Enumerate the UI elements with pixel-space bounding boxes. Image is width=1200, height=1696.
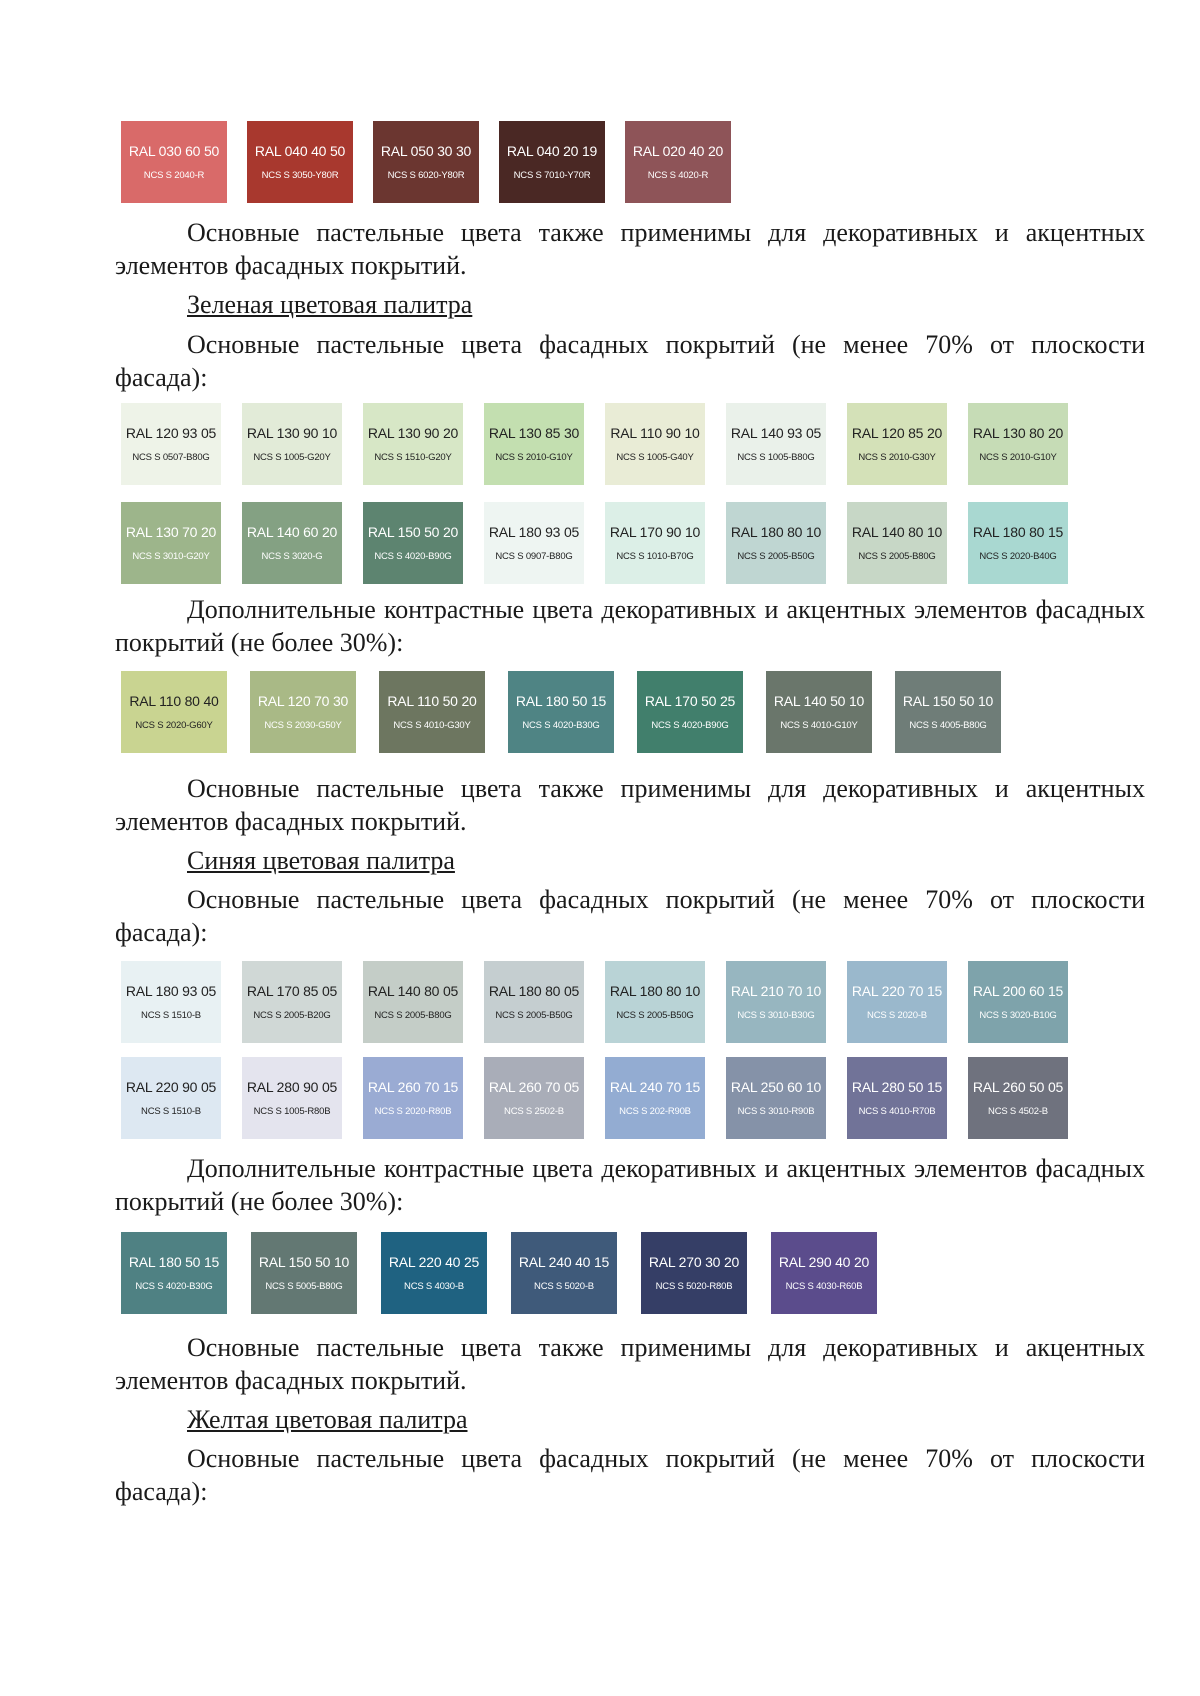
swatch-ral-code: RAL 220 90 05 bbox=[125, 1078, 217, 1095]
swatch-ncs-code: NCS S 4502-B bbox=[988, 1105, 1048, 1117]
swatch-ral-code: RAL 180 93 05 bbox=[488, 523, 580, 540]
swatch-ncs-code: NCS S 7010-Y70R bbox=[513, 169, 591, 181]
swatch-ral-code: RAL 170 50 25 bbox=[644, 692, 736, 709]
color-swatch bbox=[726, 502, 826, 584]
swatch-ncs-code: NCS S 4010-G10Y bbox=[780, 719, 858, 731]
swatch-ncs-code: NCS S 4020-R bbox=[647, 169, 709, 181]
swatch-ncs-code: NCS S 2005-B80G bbox=[374, 1009, 452, 1021]
swatch-ncs-code: NCS S 3020-G bbox=[261, 550, 323, 562]
color-swatch bbox=[242, 403, 342, 485]
color-swatch bbox=[121, 121, 227, 203]
swatch-ncs-code: NCS S 2020-R80B bbox=[374, 1105, 452, 1117]
color-swatch bbox=[363, 1057, 463, 1139]
swatch-ncs-code: NCS S 4010-R70B bbox=[858, 1105, 936, 1117]
swatch-ral-code: RAL 260 70 15 bbox=[367, 1078, 459, 1095]
yellow-main-intro: Основные пастельные цвета фасадных покрытий (не менее 70% от плоскости фасада): bbox=[115, 1444, 1145, 1506]
swatch-ncs-code: NCS S 3020-B10G bbox=[979, 1009, 1057, 1021]
swatch-ral-code: RAL 210 70 10 bbox=[730, 982, 822, 999]
swatch-ral-code: RAL 110 90 10 bbox=[610, 424, 700, 441]
swatch-ncs-code: NCS S 1005-G20Y bbox=[253, 451, 331, 463]
color-swatch bbox=[726, 1057, 826, 1139]
color-swatch bbox=[242, 961, 342, 1043]
color-swatch bbox=[605, 502, 705, 584]
swatch-ncs-code: NCS S 1510-B bbox=[141, 1105, 201, 1117]
swatch-ral-code: RAL 120 85 20 bbox=[851, 424, 943, 441]
swatch-ncs-code: NCS S 4020-B90G bbox=[374, 550, 452, 562]
swatch-ral-code: RAL 240 70 15 bbox=[609, 1078, 701, 1095]
color-swatch bbox=[381, 1232, 487, 1314]
swatch-ncs-code: NCS S 2005-B80G bbox=[858, 550, 936, 562]
color-swatch bbox=[121, 502, 221, 584]
swatch-ral-code: RAL 290 40 20 bbox=[778, 1253, 870, 1270]
swatch-ncs-code: NCS S 5020-R80B bbox=[655, 1280, 733, 1292]
swatch-ral-code: RAL 260 50 05 bbox=[972, 1078, 1064, 1095]
color-swatch bbox=[726, 961, 826, 1043]
swatch-ncs-code: NCS S 0507-B80G bbox=[132, 451, 210, 463]
swatch-ral-code: RAL 130 90 10 bbox=[246, 424, 338, 441]
swatch-ncs-code: NCS S 5020-B bbox=[534, 1280, 594, 1292]
color-swatch bbox=[247, 121, 353, 203]
color-swatch bbox=[771, 1232, 877, 1314]
swatch-ncs-code: NCS S 2005-B20G bbox=[253, 1009, 331, 1021]
swatch-ncs-code: NCS S 2040-R bbox=[143, 169, 205, 181]
color-swatch bbox=[847, 403, 947, 485]
swatch-ral-code: RAL 250 60 10 bbox=[730, 1078, 822, 1095]
color-swatch bbox=[363, 403, 463, 485]
swatch-ral-code: RAL 180 50 15 bbox=[515, 692, 607, 709]
color-swatch bbox=[726, 403, 826, 485]
swatch-ral-code: RAL 130 70 20 bbox=[125, 523, 217, 540]
swatch-ncs-code: NCS S 2020-B40G bbox=[979, 550, 1057, 562]
color-swatch bbox=[242, 1057, 342, 1139]
swatch-ral-code: RAL 150 50 20 bbox=[367, 523, 459, 540]
color-swatch bbox=[968, 961, 1068, 1043]
swatch-ncs-code: NCS S 2020-G60Y bbox=[135, 719, 213, 731]
swatch-ncs-code: NCS S 202-R90B bbox=[619, 1105, 691, 1117]
color-swatch bbox=[363, 502, 463, 584]
swatch-ncs-code: NCS S 3010-B30G bbox=[737, 1009, 815, 1021]
swatch-ral-code: RAL 110 50 20 bbox=[387, 692, 477, 709]
swatch-ncs-code: NCS S 1005-B80G bbox=[737, 451, 815, 463]
swatch-ral-code: RAL 240 40 15 bbox=[518, 1253, 610, 1270]
swatch-ncs-code: NCS S 0907-B80G bbox=[495, 550, 573, 562]
swatch-ral-code: RAL 260 70 05 bbox=[488, 1078, 580, 1095]
swatch-ncs-code: NCS S 2010-G10Y bbox=[495, 451, 573, 463]
color-swatch bbox=[121, 403, 221, 485]
swatch-ral-code: RAL 280 90 05 bbox=[246, 1078, 338, 1095]
swatch-ncs-code: NCS S 2030-G50Y bbox=[264, 719, 342, 731]
swatch-ncs-code: NCS S 2010-G10Y bbox=[979, 451, 1057, 463]
swatch-ncs-code: NCS S 3010-G20Y bbox=[132, 550, 210, 562]
swatch-ral-code: RAL 180 80 10 bbox=[730, 523, 822, 540]
color-swatch bbox=[484, 961, 584, 1043]
swatch-ral-code: RAL 140 80 05 bbox=[367, 982, 459, 999]
swatch-ncs-code: NCS S 4020-B90G bbox=[651, 719, 729, 731]
color-swatch bbox=[242, 502, 342, 584]
swatch-ncs-code: NCS S 4020-B30G bbox=[522, 719, 600, 731]
swatch-ral-code: RAL 180 50 15 bbox=[128, 1253, 220, 1270]
swatch-ral-code: RAL 120 70 30 bbox=[257, 692, 349, 709]
color-swatch bbox=[895, 671, 1001, 753]
color-swatch bbox=[968, 1057, 1068, 1139]
swatch-ncs-code: NCS S 1005-R80B bbox=[253, 1105, 331, 1117]
color-swatch bbox=[847, 961, 947, 1043]
blue-palette-heading: Синяя цветовая палитра bbox=[187, 846, 455, 875]
color-swatch bbox=[605, 961, 705, 1043]
color-swatch bbox=[511, 1232, 617, 1314]
color-swatch bbox=[641, 1232, 747, 1314]
swatch-ncs-code: NCS S 4030-R60B bbox=[785, 1280, 863, 1292]
swatch-ral-code: RAL 180 80 10 bbox=[609, 982, 701, 999]
swatch-ral-code: RAL 180 93 05 bbox=[125, 982, 217, 999]
swatch-ncs-code: NCS S 1510-G20Y bbox=[374, 451, 452, 463]
swatch-ncs-code: NCS S 5005-B80G bbox=[265, 1280, 343, 1292]
swatch-ral-code: RAL 150 50 10 bbox=[902, 692, 994, 709]
swatch-ncs-code: NCS S 1010-B70G bbox=[616, 550, 694, 562]
color-swatch bbox=[847, 502, 947, 584]
swatch-ral-code: RAL 140 80 10 bbox=[851, 523, 943, 540]
swatch-ncs-code: NCS S 2005-B50G bbox=[737, 550, 815, 562]
swatch-ral-code: RAL 110 80 40 bbox=[129, 692, 219, 709]
swatch-ral-code: RAL 130 85 30 bbox=[488, 424, 580, 441]
swatch-ncs-code: NCS S 6020-Y80R bbox=[387, 169, 465, 181]
color-swatch bbox=[605, 1057, 705, 1139]
swatch-ral-code: RAL 180 80 15 bbox=[972, 523, 1064, 540]
color-swatch bbox=[968, 403, 1068, 485]
swatch-ral-code: RAL 140 93 05 bbox=[730, 424, 822, 441]
swatch-ncs-code: NCS S 2005-B50G bbox=[495, 1009, 573, 1021]
color-swatch bbox=[121, 1232, 227, 1314]
color-swatch bbox=[484, 403, 584, 485]
swatch-ral-code: RAL 220 40 25 bbox=[388, 1253, 480, 1270]
green-pastel-note: Основные пастельные цвета также применимы для декоративных и акцентных элементов фасадных покрытий. bbox=[115, 774, 1145, 836]
yellow-palette-heading: Желтая цветовая палитра bbox=[187, 1405, 468, 1434]
swatch-ral-code: RAL 200 60 15 bbox=[972, 982, 1064, 999]
blue-main-intro: Основные пастельные цвета фасадных покрытий (не менее 70% от плоскости фасада): bbox=[115, 885, 1145, 947]
color-swatch bbox=[373, 121, 479, 203]
swatch-ncs-code: NCS S 1005-G40Y bbox=[616, 451, 694, 463]
blue-additional-intro: Дополнительные контрастные цвета декоративных и акцентных элементов фасадных покрытий (не более 30%): bbox=[115, 1154, 1145, 1216]
color-swatch bbox=[508, 671, 614, 753]
swatch-ncs-code: NCS S 2502-B bbox=[504, 1105, 564, 1117]
color-swatch bbox=[605, 403, 705, 485]
color-swatch bbox=[379, 671, 485, 753]
color-swatch bbox=[484, 1057, 584, 1139]
swatch-ral-code: RAL 170 85 05 bbox=[246, 982, 338, 999]
swatch-ral-code: RAL 140 50 10 bbox=[773, 692, 865, 709]
swatch-ral-code: RAL 140 60 20 bbox=[246, 523, 338, 540]
swatch-ral-code: RAL 180 80 05 bbox=[488, 982, 580, 999]
swatch-ral-code: RAL 280 50 15 bbox=[851, 1078, 943, 1095]
blue-pastel-note: Основные пастельные цвета также применимы для декоративных и акцентных элементов фасадных покрытий. bbox=[115, 1333, 1145, 1395]
swatch-ral-code: RAL 130 90 20 bbox=[367, 424, 459, 441]
swatch-ncs-code: NCS S 3010-R90B bbox=[737, 1105, 815, 1117]
swatch-ral-code: RAL 030 60 50 bbox=[128, 142, 220, 159]
color-swatch bbox=[968, 502, 1068, 584]
color-swatch bbox=[363, 961, 463, 1043]
swatch-ncs-code: NCS S 1510-B bbox=[141, 1009, 201, 1021]
color-swatch bbox=[766, 671, 872, 753]
swatch-ral-code: RAL 170 90 10 bbox=[609, 523, 701, 540]
swatch-ral-code: RAL 220 70 15 bbox=[851, 982, 943, 999]
swatch-ncs-code: NCS S 4030-B bbox=[404, 1280, 464, 1292]
green-main-intro: Основные пастельные цвета фасадных покрытий (не менее 70% от плоскости фасада): bbox=[115, 330, 1145, 392]
swatch-ral-code: RAL 120 93 05 bbox=[125, 424, 217, 441]
color-swatch bbox=[637, 671, 743, 753]
color-swatch bbox=[484, 502, 584, 584]
swatch-ral-code: RAL 020 40 20 bbox=[632, 142, 724, 159]
red-pastel-note: Основные пастельные цвета также применимы для декоративных и акцентных элементов фасадных покрытий. bbox=[115, 218, 1145, 280]
color-swatch bbox=[121, 671, 227, 753]
swatch-ncs-code: NCS S 3050-Y80R bbox=[261, 169, 339, 181]
swatch-ncs-code: NCS S 2010-G30Y bbox=[858, 451, 936, 463]
swatch-ral-code: RAL 130 80 20 bbox=[972, 424, 1064, 441]
green-palette-heading: Зеленая цветовая палитра bbox=[187, 290, 473, 319]
green-additional-intro: Дополнительные контрастные цвета декоративных и акцентных элементов фасадных покрытий (не более 30%): bbox=[115, 595, 1145, 657]
color-swatch bbox=[251, 1232, 357, 1314]
swatch-ncs-code: NCS S 4010-G30Y bbox=[393, 719, 471, 731]
color-swatch bbox=[121, 961, 221, 1043]
color-swatch bbox=[499, 121, 605, 203]
swatch-ral-code: RAL 270 30 20 bbox=[648, 1253, 740, 1270]
color-swatch bbox=[847, 1057, 947, 1139]
swatch-ncs-code: NCS S 4005-B80G bbox=[909, 719, 987, 731]
color-swatch bbox=[121, 1057, 221, 1139]
swatch-ral-code: RAL 040 40 50 bbox=[254, 142, 346, 159]
swatch-ncs-code: NCS S 2005-B50G bbox=[616, 1009, 694, 1021]
color-swatch bbox=[625, 121, 731, 203]
swatch-ral-code: RAL 150 50 10 bbox=[258, 1253, 350, 1270]
swatch-ncs-code: NCS S 4020-B30G bbox=[135, 1280, 213, 1292]
color-swatch bbox=[250, 671, 356, 753]
swatch-ncs-code: NCS S 2020-B bbox=[867, 1009, 927, 1021]
swatch-ral-code: RAL 040 20 19 bbox=[506, 142, 598, 159]
swatch-ral-code: RAL 050 30 30 bbox=[380, 142, 472, 159]
